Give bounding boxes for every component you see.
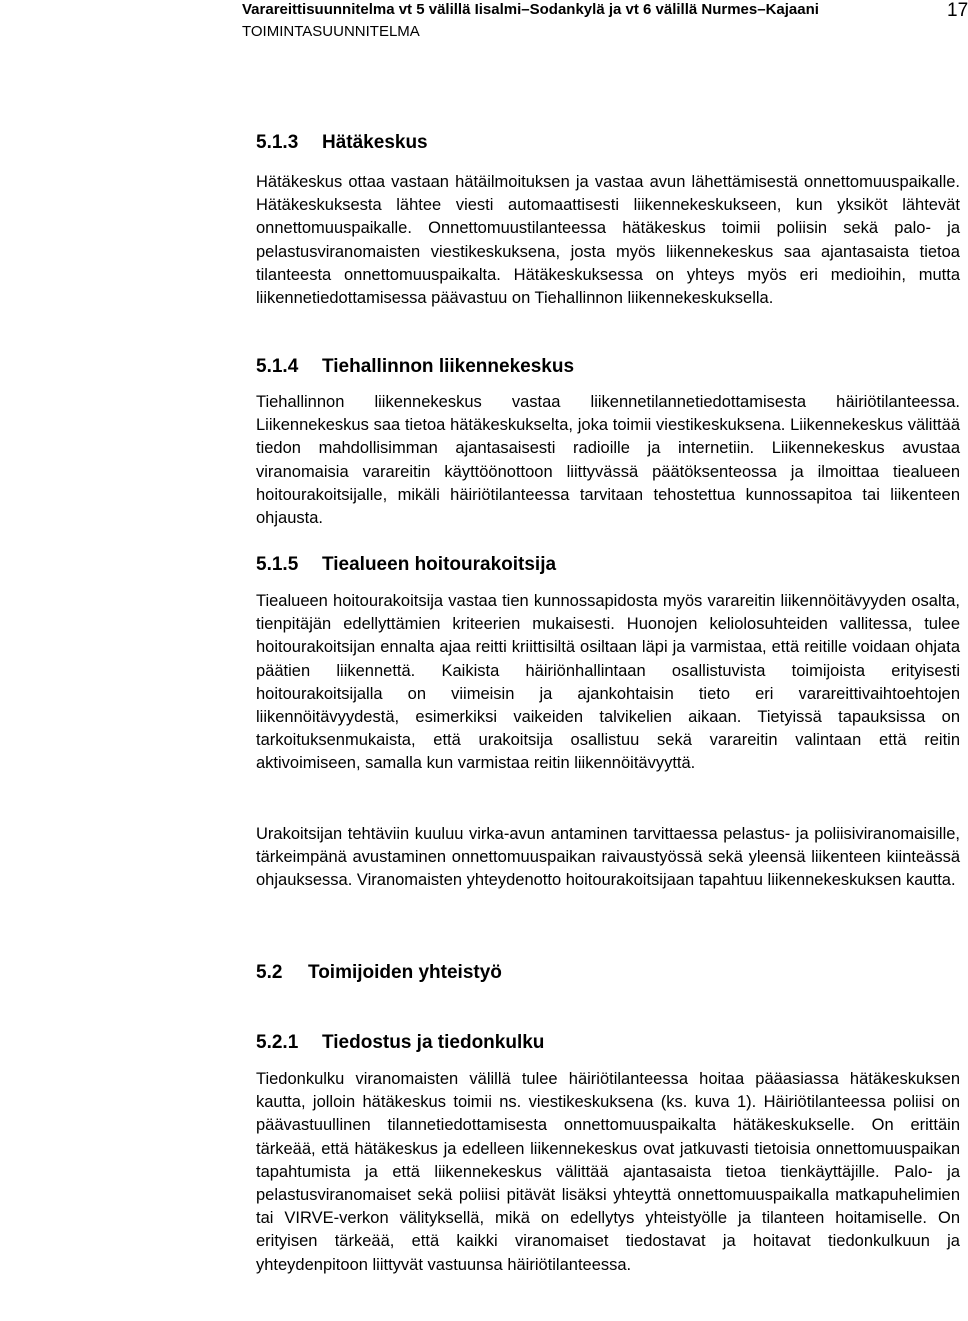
heading-number: 5.2.1 [256,1032,299,1053]
heading-number: 5.1.3 [256,132,299,153]
heading-number: 5.2 [256,962,283,983]
paragraph-hoitourakoitsija-2: Urakoitsijan tehtäviin kuuluu virka-avun antaminen tarvittaessa pelastus- ja poliisiviranomaisille, tärkeimpänä avustaminen onnettomuuspaikan raivaustyössä sekä yleensä liikenteen kiinteässä ohjauksessa. Viranomaisten yhteydenotto hoitourakoitsijaan tapahtuu liikennekeskuksen kautta. [256,825,960,890]
heading-title: Tiehallinnon liikennekeskus [322,356,575,377]
heading-5-1-5 [256,554,556,576]
paragraph-hoitourakoitsija-1: Tiealueen hoitourakoitsija vastaa tien kunnossapidosta myös varareitin liikennöitävyyden osalta, tienpitäjän edellyttämien kriteerien mukaisesti. Huonojen keliolosuhteiden vallitessa, tulee hoitourakoitsijan ennalta ajaa reitti kriittisiltä osiltaan läpi ja varmistaa, että reitille voidaan ohjata päätien liikennettä. Kaikista häiriönhallintaan osallistuvista toimijoista erityisesti hoitourakoitsijalla on viimeisin ja ajankohtaisin tieto eri varareittivaihtoehtojen liikennöitävyydestä, esimerkiksi vaikeiden talvikelien aikaan. Tietyissä tapauksissa on tarkoituksenmukaista, että urakoitsija osallistuu sekä varareitin valintaan että reitin aktivoimiseen, samalla kun varmistaa reitin liikennöitävyyttä. [256,592,960,773]
heading-5-1-4 [256,356,574,378]
heading-5-2-1 [256,1032,544,1054]
heading-title: Tiedostus ja tiedonkulku [322,1032,545,1053]
heading-5-1-3 [256,132,428,154]
heading-title: Hätäkeskus [322,132,428,153]
document-title: Varareittisuunnitelma vt 5 välillä Iisalmi–Sodankylä ja vt 6 välillä Nurmes–Kajaani [242,1,819,18]
paragraph-liikennekeskus: Tiehallinnon liikennekeskus vastaa liikennetilannetiedottamisesta häiriötilanteessa. Liikennekeskus saa tietoa hätäkeskukselta, joka toimii viestikeskuksena. Liikennekeskus välittää tiedon mahdollisimman ajantasaisesti radioille ja internetiin. Liikennekeskus avustaa viranomaisia varareitin käyttöönottoon liittyvässä päätöksenteossa ja ilmoittaa tiealueen hoitourakoitsijalle, mikäli häiriötilanteessa tarvitaan tehostettua kunnossapitoa tai liikenteen ohjausta. [256,393,960,528]
heading-number: 5.1.5 [256,554,299,575]
heading-title: Tiealueen hoitourakoitsija [322,554,557,575]
heading-number: 5.1.4 [256,356,299,377]
paragraph-hatakeskus: Hätäkeskus ottaa vastaan hätäilmoituksen ja vastaa avun lähettämisestä onnettomuuspaikalle. Hätäkeskuksesta lähtee viesti automaattisesti liikennekeskukseen, kun yksiköt lähtevät onnettomuuspaikalle. Onnettomuustilanteessa hätäkeskus toimii poliisin sekä palo- ja pelastusviranomaisten viestikeskuksena, josta myös liikennekeskus saa ajantasaista tietoa tilanteesta onnettomuuspaikalta. Hätäkeskuksessa on yhteys myös eri medioihin, mutta liikennetiedottamisessa päävastuu on Tiehallinnon liikennekeskuksella. [256,173,960,308]
document-subtitle: TOIMINTASUUNNITELMA [242,23,420,40]
paragraph-tiedonkulku: Tiedonkulku viranomaisten välillä tulee häiriötilanteessa hoitaa pääasiassa hätäkeskuksen kautta, jolloin hätäkeskus toimii ns. viestikeskuksena (ks. kuva 1). Häiriötilanteessa poliisi on päävastuullinen tilannetiedottamisesta onnettomuuspaikalta hätäkeskukselle. On erittäin tärkeää, että hätäkeskus ja edelleen liikennekeskus ovat jatkuvasti tietoisia onnettomuuspaikan tapahtumista ja että liikennekeskus välittää ajantasaista tietoa tienkäyttäjille. Palo- ja pelastusviranomaiset sekä poliisi pitävät lisäksi yhteyttä onnettomuuspaikalla matkapuhelimien tai VIRVE-verkon välityksellä, mikä on edellytys yhteistyölle ja tilanteen hoitamiselle. On erityisen tärkeää, että kaikki viranomaiset tiedostavat ja hoitavat tiedonkulkuun ja yhteydenpitoon liittyvät vastuunsa häiriötilanteessa. [256,1070,960,1274]
heading-5-2 [256,962,502,984]
page-number: 17 [947,0,968,21]
heading-title: Toimijoiden yhteistyö [308,962,502,983]
